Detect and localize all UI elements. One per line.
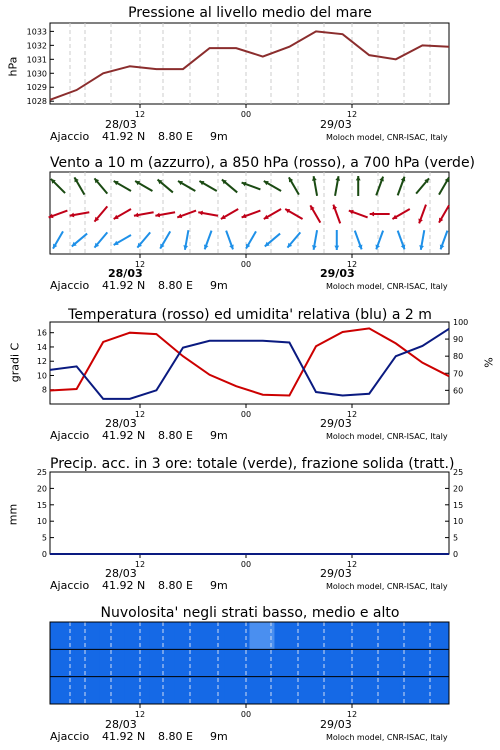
y-tick-label: 10 [36,517,47,527]
cloud-cell [424,622,449,650]
location-alt: 9m [210,730,228,743]
temperature-panel [0,300,500,450]
y-tick-label-right: 15 [453,500,464,510]
y-tick-label: 12 [36,357,47,367]
location-lon: 8.80 E [158,579,193,592]
y-tick-label-right: 20 [453,484,464,494]
location-alt: 9m [210,579,228,592]
location-name: Ajaccio [50,579,90,592]
cloud-cell [75,622,100,650]
cloud-cell [50,622,75,650]
location-name: Ajaccio [50,429,90,442]
y-tick-label: 5 [41,533,47,543]
cloud-cell [349,622,374,650]
date-label-1: 28/03 [105,417,137,430]
wind-chart [0,150,500,300]
location-info [50,429,228,442]
cloud-cell [274,649,299,677]
location-lat: 41.92 N [102,730,146,743]
x-tick-label: 00 [240,110,252,119]
cloud-title: Nuvolosita' negli strati basso, medio e alto [100,605,400,621]
y-tick-label-right: 60 [453,386,464,396]
cloud-cell [175,649,200,677]
x-tick-label: 12 [134,410,146,419]
pressure-ylabel: hPa [6,56,20,77]
cloud-cell [200,622,225,650]
cloud-chart [0,600,500,750]
x-tick-label: 12 [346,260,358,269]
y-tick-label-right: 25 [453,468,464,477]
y-tick-label: 10 [36,371,47,381]
pressure-chart [0,0,500,150]
cloud-cell [50,649,75,677]
cloud-cell [175,677,200,705]
cloud-panel [0,600,500,750]
location-lon: 8.80 E [158,279,193,292]
date-label-2: 29/03 [320,567,352,580]
cloud-cell [125,622,150,650]
location-lat: 41.92 N [102,579,146,592]
cloud-cell [424,677,449,705]
date-label-2: 29/03 [320,718,352,731]
cloud-cell [324,677,349,705]
cloud-cell [399,649,424,677]
date-label-1: 28/03 [105,718,137,731]
y-tick-label-right: 5 [453,533,459,543]
x-tick-label: 00 [240,410,252,419]
date-label-2: 29/03 [320,118,352,131]
humidity-ylabel: % [482,357,496,368]
cloud-cell [299,649,324,677]
y-tick-label: 16 [36,328,47,338]
cloud-cell [50,677,75,705]
model-credit: Moloch model, CNR-ISAC, Italy [326,282,448,291]
y-tick-label: 14 [36,342,47,352]
y-tick-label: 8 [41,385,47,395]
date-label-1: 28/03 [105,567,137,580]
location-alt: 9m [210,279,228,292]
y-tick-label-right: 10 [453,517,464,527]
location-lon: 8.80 E [158,730,193,743]
date-label-2: 29/03 [320,267,355,280]
model-credit: Moloch model, CNR-ISAC, Italy [326,432,448,441]
cloud-cell [150,677,175,705]
x-tick-label: 12 [346,410,358,419]
location-lat: 41.92 N [102,130,146,143]
pressure-line [50,31,449,99]
temperature-line [50,328,449,395]
location-info [50,130,228,143]
cloud-cell [200,649,225,677]
date-label-1: 28/03 [105,118,137,131]
wind-arrow-head [370,212,374,217]
pressure-title: Pressione al livello medio del mare [128,5,372,21]
x-tick-label: 12 [346,710,358,719]
x-tick-label: 12 [134,710,146,719]
y-tick-label: 1030 [26,69,47,79]
y-tick-label: 1029 [26,83,47,93]
cloud-cell [75,677,100,705]
x-tick-label: 00 [240,260,252,269]
y-tick-label-right: 70 [453,369,464,379]
y-tick-label: 15 [36,500,47,510]
location-name: Ajaccio [50,730,90,743]
date-label-1: 28/03 [108,267,143,280]
cloud-cell [274,622,299,650]
cloud-cell [100,677,125,705]
y-tick-label: 1031 [26,55,47,65]
model-credit: Moloch model, CNR-ISAC, Italy [326,582,448,591]
location-info [50,730,228,743]
cloud-cell [100,622,125,650]
location-alt: 9m [210,130,228,143]
location-name: Ajaccio [50,130,90,143]
precip-chart [0,450,500,600]
x-tick-label: 12 [346,560,358,569]
wind-arrow-head [356,176,361,180]
location-info [50,279,228,292]
x-tick-label: 12 [134,560,146,569]
cloud-cell [349,649,374,677]
cloud-cell [349,677,374,705]
y-tick-label-right: 0 [453,550,459,559]
cloud-cell [150,622,175,650]
temperature-title: Temperatura (rosso) ed umidita' relativa (blu) a 2 m [68,307,432,323]
temperature-chart [0,300,500,450]
x-tick-label: 12 [346,110,358,119]
location-alt: 9m [210,429,228,442]
y-tick-label-right: 80 [453,352,464,362]
plot-frame [50,23,449,104]
cloud-cell [299,622,324,650]
model-credit: Moloch model, CNR-ISAC, Italy [326,133,448,142]
y-tick-label: 1033 [26,27,47,37]
x-tick-label: 12 [134,260,146,269]
cloud-cell [75,649,100,677]
y-tick-label-right: 100 [453,318,469,327]
pressure-panel [0,0,500,150]
date-label-2: 29/03 [320,417,352,430]
wind-panel [0,150,500,300]
location-lon: 8.80 E [158,130,193,143]
cloud-cell [424,649,449,677]
model-credit: Moloch model, CNR-ISAC, Italy [326,733,448,742]
precip-ylabel: mm [6,503,20,526]
cloud-cell [274,677,299,705]
y-tick-label-right: 90 [453,335,464,345]
location-name: Ajaccio [50,279,90,292]
y-tick-label: 1032 [26,41,47,51]
y-tick-label: 1028 [26,97,47,107]
x-tick-label: 00 [240,710,252,719]
y-tick-label: 25 [36,468,47,477]
x-tick-label: 12 [134,110,146,119]
cloud-cell [399,622,424,650]
wind-arrow-head [334,246,339,250]
x-tick-label: 00 [240,560,252,569]
cloud-cell [175,622,200,650]
cloud-cell [399,677,424,705]
cloud-cell [299,677,324,705]
location-lat: 41.92 N [102,279,146,292]
location-info [50,579,228,592]
y-tick-label: 0 [41,550,47,559]
cloud-cell [324,622,349,650]
location-lat: 41.92 N [102,429,146,442]
temperature-ylabel: gradi C [8,342,22,383]
cloud-cell [200,677,225,705]
plot-frame [50,472,449,554]
cloud-cell [100,649,125,677]
precip-title: Precip. acc. in 3 ore: totale (verde), frazione solida (tratt.) [50,456,455,472]
plot-frame [50,322,449,404]
cloud-cell [125,677,150,705]
wind-title: Vento a 10 m (azzurro), a 850 hPa (rosso), a 700 hPa (verde) [50,155,476,171]
precip-panel [0,450,500,600]
cloud-cell [150,649,175,677]
cloud-cell [125,649,150,677]
y-tick-label: 20 [36,484,47,494]
cloud-cell [324,649,349,677]
location-lon: 8.80 E [158,429,193,442]
